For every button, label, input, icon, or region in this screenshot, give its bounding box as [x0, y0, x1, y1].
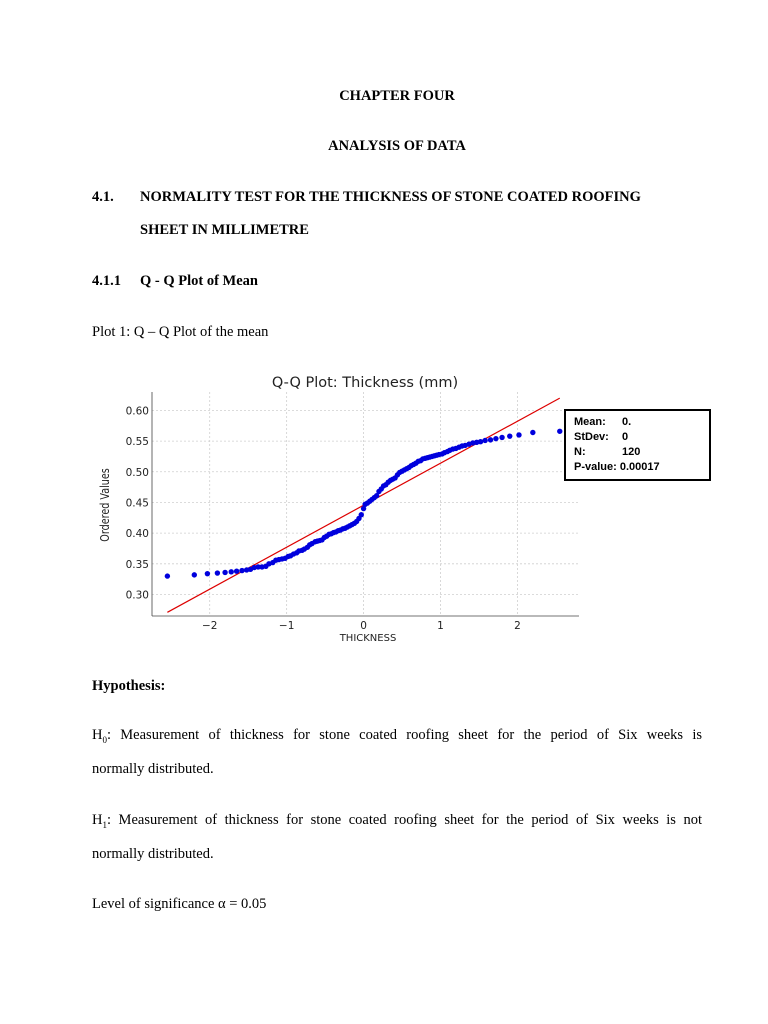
y-tick-label: 0.30 [125, 589, 149, 602]
y-tick-label: 0.55 [125, 436, 149, 449]
section-title-line1: NORMALITY TEST FOR THE THICKNESS OF STONE COATED ROOFING [140, 189, 641, 205]
y-tick-label: 0.60 [125, 405, 149, 418]
mean-label: Mean: [574, 416, 606, 428]
plot-caption: Plot 1: Q – Q Plot of the mean [92, 324, 269, 340]
stats-box [564, 409, 711, 481]
y-tick-label: 0.45 [125, 497, 149, 510]
y-tick-label: 0.40 [125, 528, 149, 541]
section-number: 4.1. [92, 189, 114, 205]
stdev-label: StDev: [574, 431, 609, 443]
chapter-title: CHAPTER FOUR [339, 88, 455, 104]
subsection-title: Q - Q Plot of Mean [140, 273, 258, 289]
data-point [493, 436, 498, 441]
stdev-value: 0 [622, 431, 629, 443]
y-tick-label: 0.50 [125, 466, 149, 479]
section-title-line2: SHEET IN MILLIMETRE [140, 222, 309, 238]
data-point [499, 435, 504, 440]
x-axis-label: THICKNESS [339, 633, 397, 644]
h0-subscript: 0 [102, 734, 107, 745]
data-point [478, 439, 483, 444]
hypothesis-heading: Hypothesis: [92, 678, 166, 694]
data-point [530, 430, 535, 435]
data-point [222, 570, 227, 575]
data-point [234, 569, 239, 574]
qq-plot-chart [92, 365, 592, 655]
data-point [215, 570, 220, 575]
h1-paragraph-line2: normally distributed. [92, 846, 214, 862]
x-tick-label: −1 [278, 620, 295, 632]
pvalue-label: P-value: [574, 461, 617, 473]
n-value: 120 [622, 446, 641, 458]
h1-subscript: 1 [102, 819, 107, 830]
significance-level: Level of significance α = 0.05 [92, 896, 267, 912]
x-tick-label: 2 [514, 620, 521, 632]
pvalue-value: 0.00017 [619, 461, 660, 473]
data-point [557, 429, 562, 434]
x-tick-label: −2 [201, 620, 218, 632]
data-point [482, 438, 487, 443]
x-tick-label: 1 [437, 620, 444, 632]
data-point [165, 573, 170, 578]
data-point [229, 569, 234, 574]
chart-title: Q-Q Plot: Thickness (mm) [271, 375, 459, 391]
data-point [516, 432, 521, 437]
h0-text: : Measurement of thickness for stone coated roofing sheet for the period of Six weeks is [106, 727, 702, 743]
data-point [205, 571, 210, 576]
y-tick-label: 0.35 [125, 558, 149, 571]
x-tick-label: 0 [360, 620, 367, 632]
data-point [359, 512, 364, 517]
n-label: N: [574, 446, 586, 458]
h1-text: : Measurement of thickness for stone coated roofing sheet for the period of Six weeks is not [106, 812, 702, 828]
data-point [239, 568, 244, 573]
chapter-subtitle: ANALYSIS OF DATA [328, 138, 466, 154]
data-point [192, 572, 197, 577]
mean-value: 0. [622, 416, 632, 428]
h0-symbol: H [92, 727, 103, 743]
h1-symbol: H [92, 812, 103, 828]
h0-paragraph-line2: normally distributed. [92, 761, 214, 777]
subsection-number: 4.1.1 [92, 273, 121, 289]
chart-ticks [126, 405, 521, 632]
data-point [488, 437, 493, 442]
data-point [507, 433, 512, 438]
y-axis-label: Ordered Values [97, 468, 113, 542]
